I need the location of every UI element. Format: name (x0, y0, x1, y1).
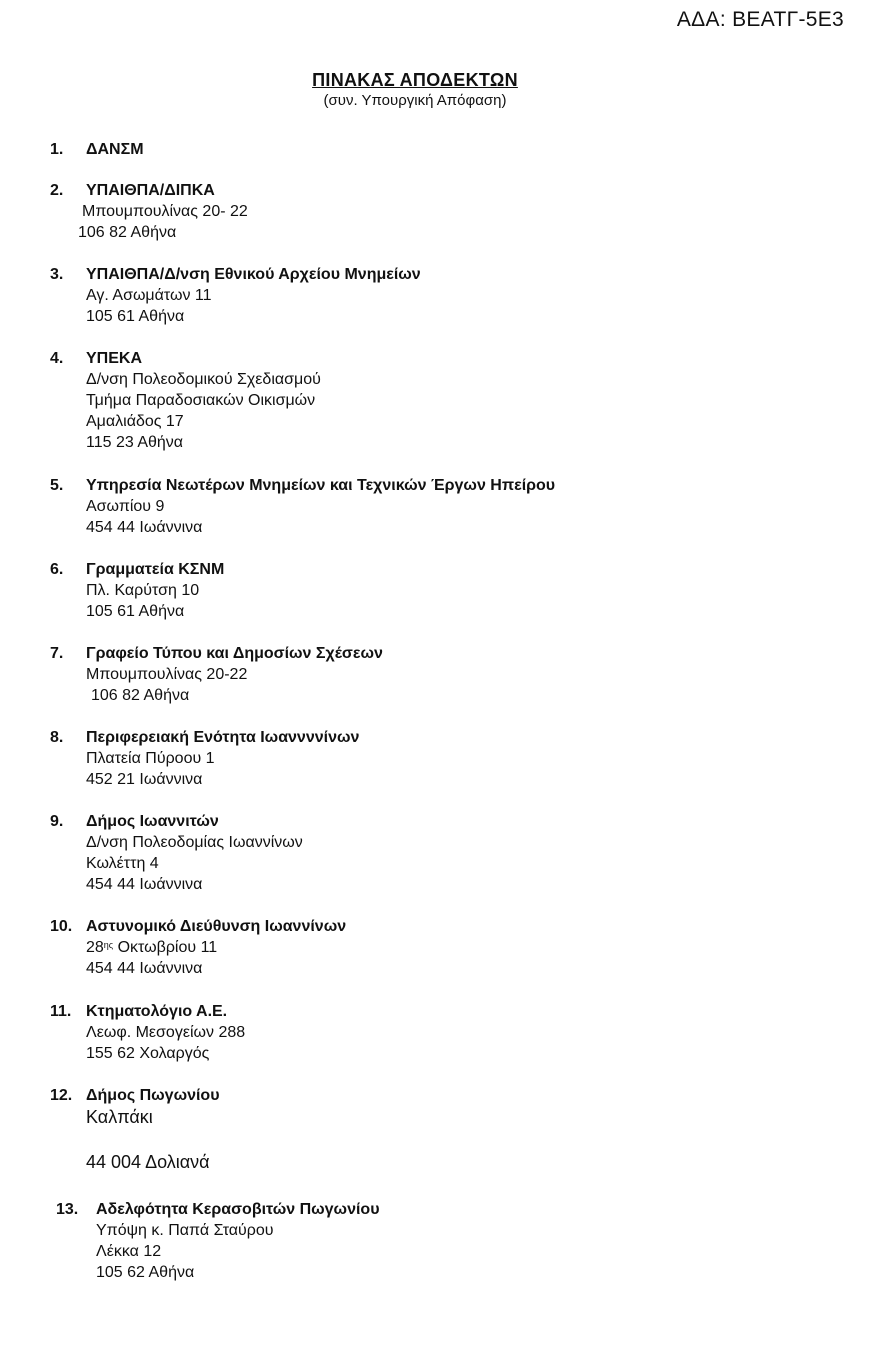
recipient-name: Δήμος Πωγωνίου (86, 1087, 220, 1104)
recipient-item (50, 475, 555, 538)
address-line: Λέκκα 12 (96, 1243, 162, 1260)
address-line: Καλπάκι (86, 1107, 153, 1127)
address-line: 105 62 Αθήνα (96, 1264, 195, 1281)
recipient-name: Αστυνομικό Διεύθυνση Ιωαννίνων (86, 918, 347, 935)
address-line: Δ/νση Πολεοδομίας Ιωαννίνων (86, 834, 303, 851)
address-line: Ασωπίου 9 (86, 498, 165, 515)
address-line: Αγ. Ασωμάτων 11 (86, 287, 212, 304)
address-line: 106 82 Αθήνα (91, 687, 190, 704)
ada-code: ΑΔΑ: ΒΕΑΤΓ-5Ε3 (676, 8, 844, 31)
recipient-name: Δήμος Ιωαννιτών (86, 813, 219, 830)
recipient-name: Γραμματεία ΚΣΝΜ (86, 561, 225, 578)
page-subtitle: (συν. Υπουργική Απόφαση) (323, 92, 507, 109)
recipient-name: ΥΠΕΚΑ (86, 350, 143, 367)
recipient-item (56, 1199, 380, 1283)
address-line: 454 44 Ιωάννινα (86, 960, 203, 977)
recipient-item (50, 916, 346, 979)
recipient-item (50, 264, 421, 327)
address-line: Δ/νση Πολεοδομικού Σχεδιασμού (86, 371, 321, 388)
address-line: Πλατεία Πύροου 1 (86, 750, 215, 767)
recipient-name: ΥΠΑΙΘΠΑ/Δ/νση Εθνικού Αρχείου Μνημείων (86, 266, 421, 283)
recipient-item (50, 811, 303, 895)
recipient-name: Κτηματολόγιο Α.Ε. (86, 1003, 228, 1020)
address-day: 28 (86, 939, 104, 956)
address-line: Αμαλιάδος 17 (86, 413, 184, 430)
address-street: Οκτωβρίου 11 (113, 939, 218, 956)
recipient-name: Γραφείο Τύπου και Δημοσίων Σχέσεων (86, 645, 383, 662)
address-line: 452 21 Ιωάννινα (86, 771, 203, 788)
address-line: 105 61 Αθήνα (86, 308, 185, 325)
recipient-name: Υπηρεσία Νεωτέρων Μνημείων και Τεχνικών Έργων Ηπείρου (86, 477, 556, 494)
page-title: ΠΙΝΑΚΑΣ ΑΠΟΔΕΚΤΩΝ (312, 70, 518, 90)
address-line: Πλ. Καρύτση 10 (86, 582, 200, 599)
address-line: 454 44 Ιωάννινα (86, 876, 203, 893)
address-line: 106 82 Αθήνα (78, 224, 177, 241)
recipient-number: 1. (50, 141, 64, 158)
recipient-item (50, 727, 359, 790)
recipient-name: Περιφερειακή Ενότητα Ιωαννννίνων (86, 729, 360, 746)
address-line (50, 937, 346, 958)
recipient-name: ΔΑΝΣΜ (86, 141, 144, 158)
recipient-number: 13. (56, 1201, 79, 1218)
address-line: 454 44 Ιωάννινα (86, 519, 203, 536)
recipient-item (50, 180, 248, 243)
ordinal-suffix: ης (103, 940, 114, 950)
recipient-name: ΥΠΑΙΘΠΑ/ΔΙΠΚΑ (86, 182, 215, 199)
recipient-number: 4. (50, 350, 64, 367)
recipient-number: 2. (50, 182, 64, 199)
recipient-number: 6. (50, 561, 64, 578)
recipient-item (50, 559, 224, 622)
address-line: Υπόψη κ. Παπά Σταύρου (96, 1222, 274, 1239)
recipient-number: 5. (50, 477, 64, 494)
address-line: Μπουμπουλίνας 20- 22 (82, 203, 248, 220)
address-line: 44 004 Δολιανά (86, 1152, 210, 1172)
document-title-block (0, 70, 830, 109)
address-line: 105 61 Αθήνα (86, 603, 185, 620)
address-line: 115 23 Αθήνα (86, 434, 184, 451)
recipient-number: 3. (50, 266, 64, 283)
recipient-number: 9. (50, 813, 64, 830)
recipient-item (50, 348, 321, 453)
address-line: Κωλέττη 4 (86, 855, 159, 872)
recipient-name: Αδελφότητα Κερασοβιτών Πωγωνίου (96, 1201, 380, 1218)
address-line: 155 62 Χολαργός (86, 1045, 210, 1062)
recipient-item (50, 1001, 245, 1064)
address-line: Μπουμπουλίνας 20-22 (86, 666, 248, 683)
recipient-number: 10. (50, 918, 73, 935)
address-line: Τμήμα Παραδοσιακών Οικισμών (86, 392, 316, 409)
recipient-number: 11. (50, 1003, 72, 1020)
recipient-number: 8. (50, 729, 64, 746)
recipient-number: 12. (50, 1087, 73, 1104)
recipient-item (50, 643, 383, 706)
address-line: Λεωφ. Μεσογείων 288 (86, 1024, 246, 1041)
recipient-item (50, 139, 144, 160)
recipient-number: 7. (50, 645, 64, 662)
recipient-item (50, 1085, 220, 1173)
